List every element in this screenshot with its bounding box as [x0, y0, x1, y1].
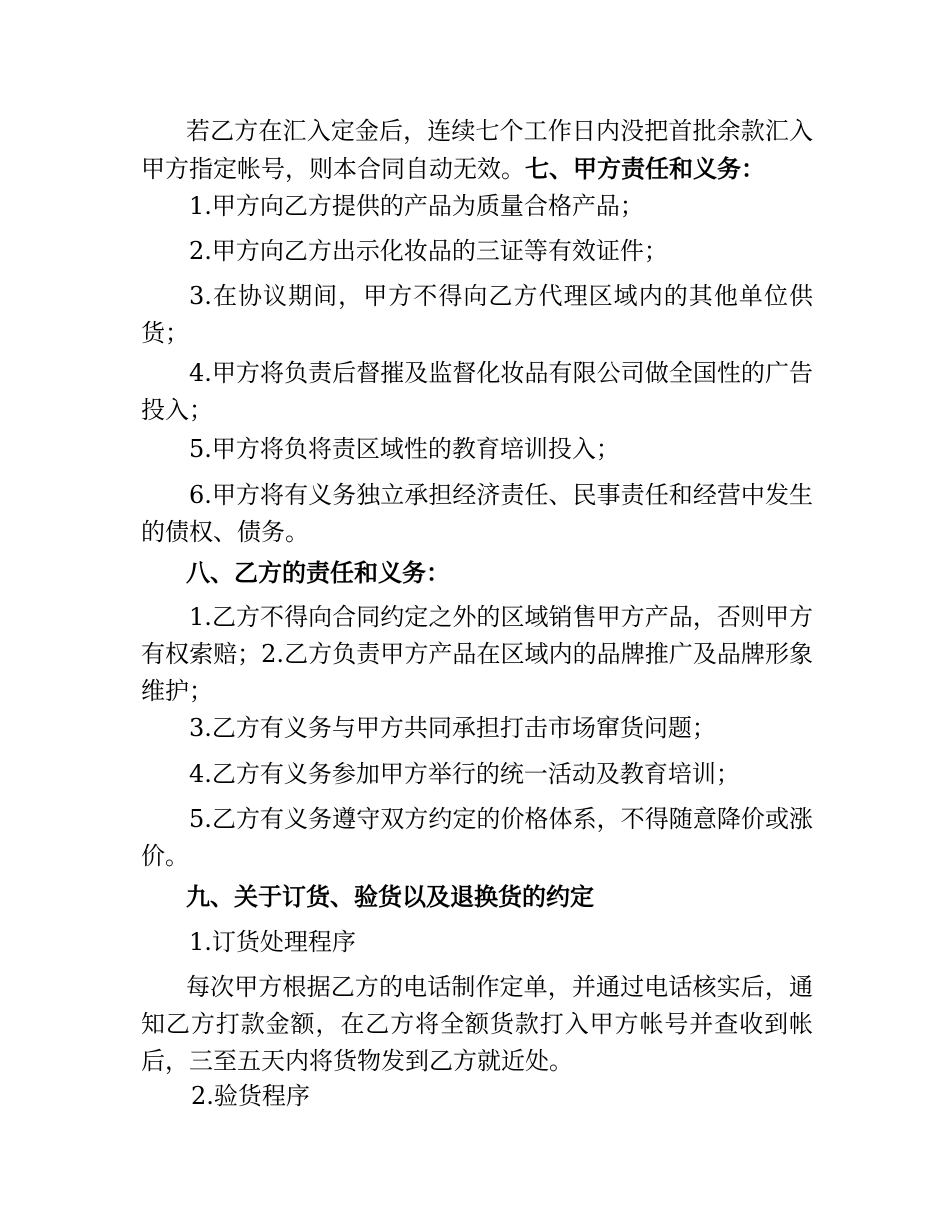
section-9-item-1-title: 1.订货处理程序	[189, 928, 356, 956]
section-7-item-1: 1.甲方向乙方提供的产品为质量合格产品；	[189, 192, 644, 220]
section-7-item-4: 4.甲方将负责后督摧及监督化妆品有限公司做全国性的广告投入；	[141, 359, 813, 424]
section-9-item-2-title: 2.验货程序	[191, 1082, 310, 1110]
section-8-item-5: 5.乙方有义务遵守双方约定的价格体系，不得随意降价或涨价。	[141, 805, 813, 870]
section-7-item-6: 6.甲方将有义务独立承担经济责任、民事责任和经营中发生的债权、债务。	[141, 481, 813, 546]
section-9-item-1-body: 每次甲方根据乙方的电话制作定单，并通过电话核实后，通知乙方打款金额，在乙方将全额货款打入甲方帐号并查收到帐后，三至五天内将货物发到乙方就近处。	[141, 973, 813, 1075]
paragraph-deposit-clause	[141, 113, 813, 188]
section-8-item-4: 4.乙方有义务参加甲方举行的统一活动及教育培训；	[189, 760, 740, 788]
section-7-heading: 七、甲方责任和义务：	[525, 154, 765, 183]
deposit-clause-text: 若乙方在汇入定金后，连续七个工作日内没把首批余款汇入甲方指定帐号，则本合同自动无效。	[141, 117, 813, 183]
section-8-item-1-2: 1.乙方不得向合同约定之外的区域销售甲方产品，否则甲方有权索赔；2.乙方负责甲方产品在区域内的品牌推广及品牌形象维护；	[141, 603, 813, 705]
section-7-item-2: 2.甲方向乙方出示化妆品的三证等有效证件；	[189, 237, 668, 265]
section-8-item-3: 3.乙方有义务与甲方共同承担打击市场窜货问题；	[189, 714, 716, 742]
section-7-item-3: 3.在协议期间，甲方不得向乙方代理区域内的其他单位供货；	[141, 282, 813, 347]
section-7-item-5: 5.甲方将负将责区域性的教育培训投入；	[189, 435, 620, 463]
section-9-heading: 九、关于订货、验货以及退换货的约定	[186, 882, 594, 911]
section-8-heading: 八、乙方的责任和义务：	[186, 558, 450, 587]
